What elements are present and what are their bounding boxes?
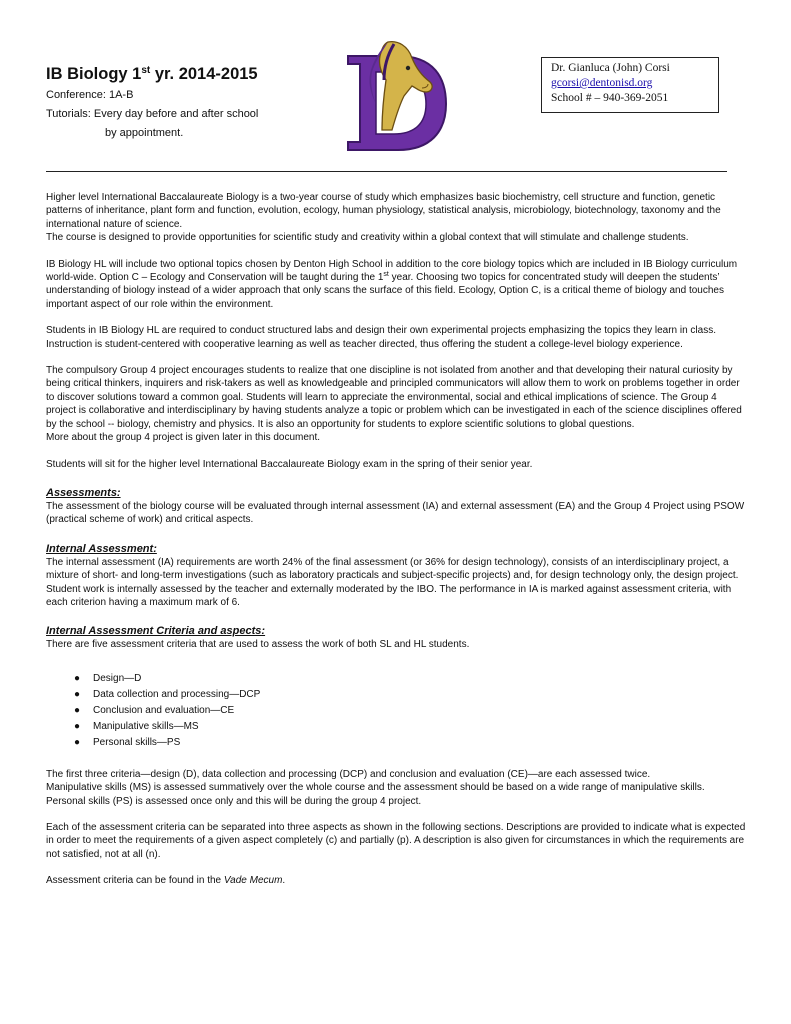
criteria-personal: Personal skills (PS) is assessed once only and this will be during the group 4 project. xyxy=(46,795,422,807)
teacher-email-link[interactable]: gcorsi@dentonisd.org xyxy=(551,77,653,89)
page-title: IB Biology 1st yr. 2014-2015 xyxy=(46,65,258,83)
bullet-icon: ● xyxy=(74,736,81,748)
header-divider xyxy=(46,171,727,172)
criteria-manipulative: Manipulative skills (MS) is assessed summatively over the whole course and the assessment should be based on a wide range of manipulative skills. xyxy=(46,782,705,794)
intro-paragraph-3: Students in IB Biology HL are required to conduct structured labs and design their own experimental projects emphasizing the topics they learn in class. Instruction is student-centered with cooperative learning as well as teacher directed, thus offering the student a college-level biology experience. xyxy=(46,325,716,350)
bullet-icon: ● xyxy=(74,704,81,716)
group4-paragraph: The compulsory Group 4 project encourages students to realize that one discipline is not isolated from another and that developing their natural curiosity by being critical thinkers, inquirers and risk-takers as well as knowledgeable and principled communicators will allow them to work on problems together in order to discover solutions toward a common goal. Students will learn to appreciate the environmental, social and ethical implications of science. The Group 4 project is collaborative and interdisciplinary by having students analyze a topic or problem which can be investigated in each of the science disciplines offered by the school -- biology, chemistry and physics. It is also an opportunity for students to explore scientific solutions to global questions. xyxy=(46,365,742,430)
bullet-icon: ● xyxy=(74,720,81,732)
list-item: ● Personal skills—PS xyxy=(74,735,746,751)
assessments-text: The assessment of the biology course will be evaluated through internal assessment (IA) and external assessment (EA) and the Group 4 Project using PSOW (practical scheme of work) and critical aspects. xyxy=(46,500,745,526)
internal-assessment-text-2: Student work is internally assessed by the teacher and externally moderated by the IBO. The performance in IA is marked against assessment criteria, with each criterion having a maximum mark of 6. xyxy=(46,583,732,608)
group4-more: More about the group 4 project is given later in this document. xyxy=(46,432,321,444)
document-body xyxy=(46,191,746,888)
intro-paragraph-2: IB Biology HL will include two optional topics chosen by Denton High School in addition to the core biology topics which are included in IB Biology curriculum world-wide. Option C – Ecology and Conservation will be taught during the 1st year. Choosing two topics for concentrated study will deepen the students’ understanding of biology instead of a wider approach that only scans the surface of this field. Ecology, Option C, is a critical theme of biology and touches important aspect of our role within the environment. xyxy=(46,258,738,310)
conference-info: Conference: 1A-B xyxy=(46,89,134,101)
aspects-paragraph: Each of the assessment criteria can be separated into three aspects as shown in the following sections. Descriptions are provided to indicate what is expected in order to meet the requirements of a given aspect completely (c) and partially (p). A description is also given for circumstances in which the requirements are not satisfied, not at all (n). xyxy=(46,821,746,860)
intro-paragraph-1: Higher level International Baccalaureate Biology is a two-year course of study which emphasizes basic biochemistry, cell structure and function, genetic patterns of inheritance, plant form and function, evolution, ecology, human physiology, statistical analysis, microbiology, biotechnology, taxonomy and the international nature of science. xyxy=(46,192,721,230)
list-item: ● Data collection and processing—DCP xyxy=(74,687,746,703)
assessments-heading: Assessments: xyxy=(46,486,121,499)
criteria-assessed-twice: The first three criteria—design (D), data collection and processing (DCP) and conclusion and evaluation (CE)—are each assessed twice. xyxy=(46,768,651,780)
vade-mecum-line: Assessment criteria can be found in the Vade Mecum. xyxy=(46,875,286,887)
list-item: ● Manipulative skills—MS xyxy=(74,719,746,735)
tutorials-info: Tutorials: Every day before and after school xyxy=(46,108,259,120)
list-item: ● Design—D xyxy=(74,671,746,687)
intro-paragraph-1b: The course is designed to provide opportunities for scientific study and creativity within a global context that will stimulate and challenge students. xyxy=(46,232,689,244)
teacher-name: Dr. Gianluca (John) Corsi xyxy=(551,62,670,74)
internal-assessment-text-1: The internal assessment (IA) requirements are worth 24% of the final assessment (or 36% for design technology), consists of an interdisciplinary project, a mixture of short- and long-term investigations (such as laboratory practicals and subject-specific projects) and, for design technology only, the design project. xyxy=(46,556,739,582)
criteria-heading: Internal Assessment Criteria and aspects: xyxy=(46,625,266,638)
criteria-list xyxy=(46,671,746,751)
tutorials-appointment: by appointment. xyxy=(105,127,184,139)
contact-box xyxy=(541,57,719,113)
list-item: ● Conclusion and evaluation—CE xyxy=(74,703,746,719)
school-phone: School # – 940-369-2051 xyxy=(551,92,669,104)
bullet-icon: ● xyxy=(74,672,81,684)
criteria-intro: There are five assessment criteria that are used to assess the work of both SL and HL students. xyxy=(46,639,470,651)
exam-paragraph: Students will sit for the higher level International Baccalaureate Biology exam in the spring of their senior year. xyxy=(46,458,533,470)
bullet-icon: ● xyxy=(74,688,81,700)
internal-assessment-heading: Internal Assessment: xyxy=(46,542,157,555)
mustang-d-logo xyxy=(342,38,450,152)
